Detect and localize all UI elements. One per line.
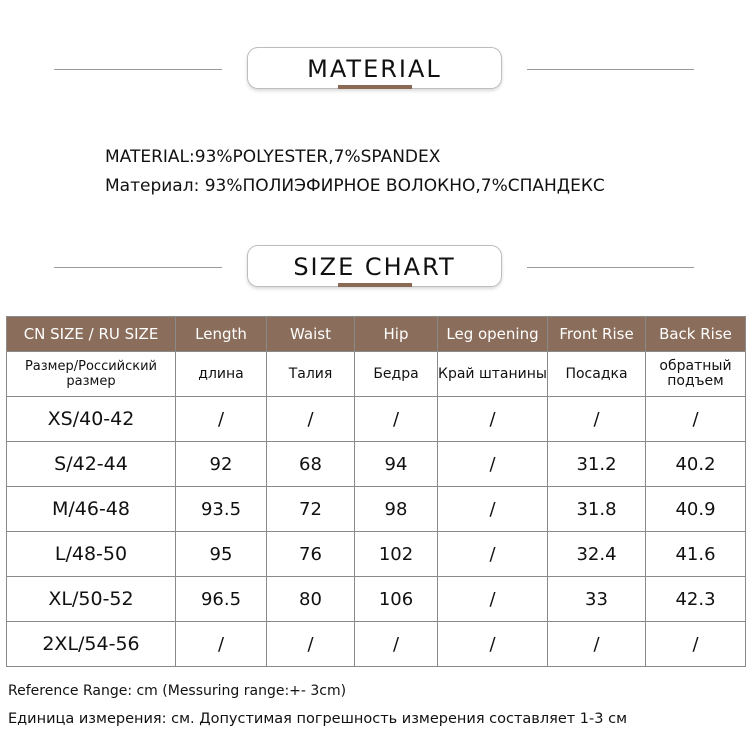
table-cell: 68 [267, 442, 355, 487]
table-cell: 72 [267, 487, 355, 532]
table-cell: 106 [355, 577, 438, 622]
table-cell: 31.2 [548, 442, 646, 487]
header-hip: Hip [355, 317, 438, 352]
table-cell: 94 [355, 442, 438, 487]
table-cell: 2XL/54-56 [7, 622, 176, 667]
divider-left [54, 69, 222, 70]
material-title: MATERIAL [307, 55, 442, 83]
table-cell: / [438, 442, 548, 487]
size-chart-title-pill [247, 245, 502, 287]
table-cell: / [438, 577, 548, 622]
header-ru-front-rise: Посадка [548, 352, 646, 397]
table-cell: / [267, 397, 355, 442]
material-title-pill [247, 47, 502, 89]
table-cell: XL/50-52 [7, 577, 176, 622]
header-cn-ru-size: CN SIZE / RU SIZE [7, 317, 176, 352]
table-cell: / [646, 397, 746, 442]
table-cell: / [267, 622, 355, 667]
table-cell: 76 [267, 532, 355, 577]
header-ru-hip: Бедра [355, 352, 438, 397]
table-cell: 42.3 [646, 577, 746, 622]
table-cell: 32.4 [548, 532, 646, 577]
table-cell: 41.6 [646, 532, 746, 577]
header-ru-length: длина [176, 352, 267, 397]
table-cell: / [646, 622, 746, 667]
table-cell: 96.5 [176, 577, 267, 622]
table-cell: M/46-48 [7, 487, 176, 532]
table-cell: 98 [355, 487, 438, 532]
size-chart-header [0, 245, 750, 291]
header-back-rise: Back Rise [646, 317, 746, 352]
header-ru-waist: Талия [267, 352, 355, 397]
table-cell: S/42-44 [7, 442, 176, 487]
divider-right [527, 267, 694, 268]
table-cell: 31.8 [548, 487, 646, 532]
table-cell: / [355, 397, 438, 442]
table-cell: / [548, 397, 646, 442]
table-cell: / [355, 622, 438, 667]
table-cell: 102 [355, 532, 438, 577]
material-english: MATERIAL:93%POLYESTER,7%SPANDEX [105, 147, 441, 167]
table-cell: 95 [176, 532, 267, 577]
table-row [7, 577, 746, 622]
table-cell: / [438, 487, 548, 532]
table-row [7, 532, 746, 577]
table-header-ru-row [7, 352, 746, 397]
table-cell: 92 [176, 442, 267, 487]
table-cell: 93.5 [176, 487, 267, 532]
table-cell: XS/40-42 [7, 397, 176, 442]
table-cell: 80 [267, 577, 355, 622]
header-ru-leg-opening: Край штанины [438, 352, 548, 397]
header-length: Length [176, 317, 267, 352]
header-front-rise: Front Rise [548, 317, 646, 352]
table-cell: / [176, 397, 267, 442]
divider-right [527, 69, 694, 70]
table-cell: L/48-50 [7, 532, 176, 577]
table-row [7, 442, 746, 487]
title-accent-bar [338, 85, 412, 89]
reference-range-note: Reference Range: cm (Messuring range:+- 3cm) [8, 683, 347, 699]
table-cell: / [176, 622, 267, 667]
title-accent-bar [338, 283, 412, 287]
table-cell: / [438, 532, 548, 577]
table-cell: 33 [548, 577, 646, 622]
size-chart-title: SIZE CHART [293, 253, 456, 281]
size-chart-table [6, 316, 746, 667]
header-leg-opening: Leg opening [438, 317, 548, 352]
header-waist: Waist [267, 317, 355, 352]
table-cell: / [438, 622, 548, 667]
measurement-unit-note-ru: Единица измерения: см. Допустимая погрешность измерения составляет 1-3 см [8, 711, 628, 727]
table-row [7, 622, 746, 667]
table-cell: 40.9 [646, 487, 746, 532]
header-ru-back-rise: обратный подъем [646, 352, 746, 397]
material-russian: Материал: 93%ПОЛИЭФИРНОЕ ВОЛОКНО,7%СПАНДЕКС [105, 176, 605, 196]
table-row [7, 487, 746, 532]
table-cell: / [548, 622, 646, 667]
material-header [0, 47, 750, 93]
divider-left [54, 267, 222, 268]
table-cell: 40.2 [646, 442, 746, 487]
header-ru-size: Размер/Российский размер [7, 352, 176, 397]
table-cell: / [438, 397, 548, 442]
table-header-row [7, 317, 746, 352]
table-row [7, 397, 746, 442]
